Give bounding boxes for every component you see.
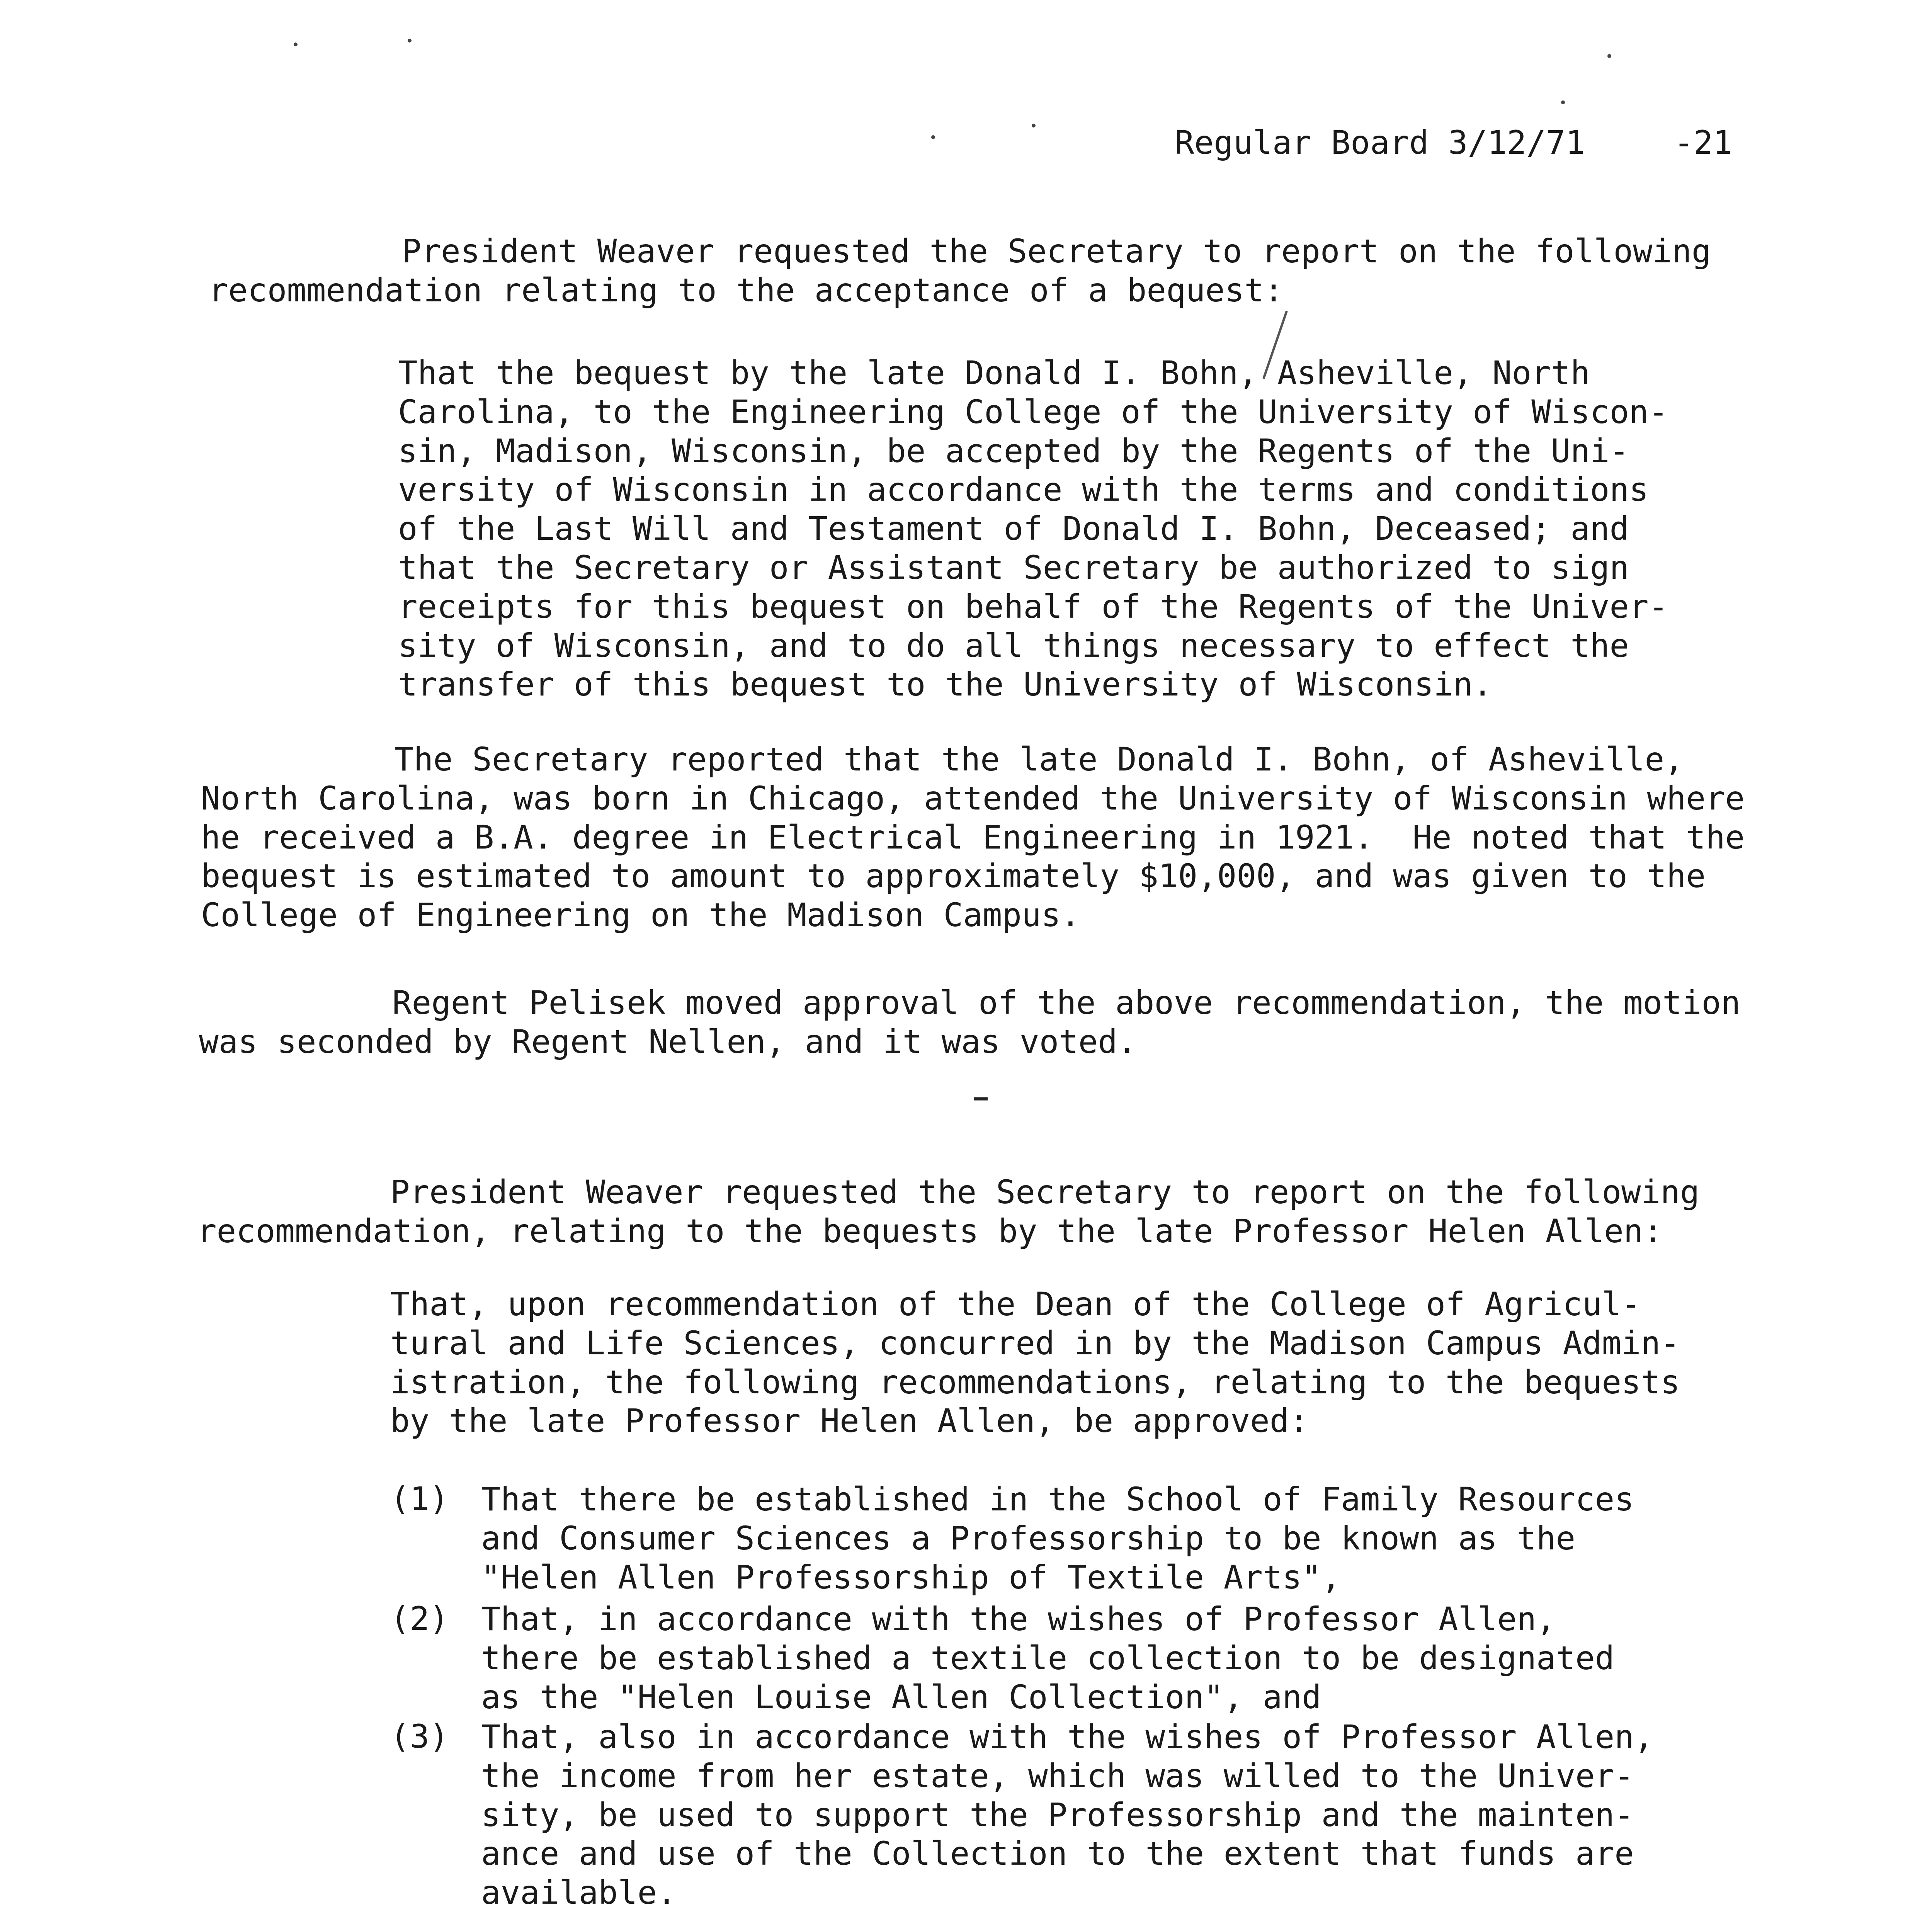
resolution-line: sity of Wisconsin, and to do all things necessary to effect the (398, 626, 1629, 665)
resolution-line: transfer of this bequest to the University of Wisconsin. (398, 665, 1493, 704)
section1-intro (209, 232, 1711, 310)
resolution-line: Carolina, to the Engineering College of the University of Wiscon- (398, 393, 1668, 431)
resolution-line: versity of Wisconsin in accordance with the terms and conditions (398, 471, 1649, 509)
resolution-line: istration, the following recommendations, relating to the bequests (390, 1363, 1680, 1401)
list-item (481, 1480, 1634, 1597)
intro-line: President Weaver requested the Secretary to report on the following (390, 1173, 1700, 1211)
intro-line: recommendation, relating to the bequests by the late Professor Helen Allen: (197, 1212, 1663, 1250)
item-line: and Consumer Sciences a Professorship to be known as the (481, 1519, 1576, 1557)
pen-tick-mark (1260, 309, 1291, 383)
report-line: The Secretary reported that the late Donald I. Bohn, of Asheville, (394, 740, 1684, 778)
resolution-line: receipts for this bequest on behalf of the Regents of the Univer- (398, 587, 1668, 626)
section2-intro (197, 1173, 1699, 1251)
header-title: Regular Board 3/12/71 (1175, 124, 1585, 162)
resolution-line: That the bequest by the late Donald I. Bohn, Asheville, North (398, 354, 1590, 392)
header-page-ref: -21 (1674, 124, 1733, 162)
item-number: (3) (390, 1718, 449, 1755)
section1-motion (199, 983, 1741, 1061)
intro-line: President Weaver requested the Secretary to report on the following (402, 232, 1711, 270)
item-line: That there be established in the School of Family Resources (481, 1480, 1634, 1518)
scan-speck (1607, 54, 1611, 58)
item-line: as the "Helen Louise Allen Collection", and (481, 1678, 1321, 1716)
item-line: there be established a textile collection to be designated (481, 1639, 1615, 1677)
resolution-line: that the Secretary or Assistant Secretary be authorized to sign (398, 548, 1629, 587)
motion-line: Regent Pelisek moved approval of the above recommendation, the motion (392, 984, 1741, 1022)
resolution-line: by the late Professor Helen Allen, be approved: (390, 1402, 1309, 1440)
motion-line: was seconded by Regent Nellen, and it was voted. (199, 1022, 1137, 1061)
item-line: the income from her estate, which was willed to the Univer- (481, 1757, 1634, 1795)
scan-speck (408, 39, 412, 43)
item-line: ance and use of the Collection to the extent that funds are (481, 1835, 1634, 1873)
item-line: available. (481, 1874, 677, 1912)
item-line: sity, be used to support the Professorship and the mainten- (481, 1796, 1634, 1834)
item-line: That, also in accordance with the wishes of Professor Allen, (481, 1718, 1654, 1756)
item-number: (2) (390, 1600, 449, 1638)
scan-speck (294, 43, 298, 46)
resolution-line: That, upon recommendation of the Dean of the College of Agricul- (390, 1285, 1641, 1323)
list-item (481, 1718, 1653, 1912)
report-line: he received a B.A. degree in Electrical Engineering in 1921. He noted that the (201, 818, 1745, 856)
report-line: North Carolina, was born in Chicago, attended the University of Wisconsin where (201, 779, 1745, 817)
page-header (1175, 124, 1733, 162)
resolution-line: of the Last Will and Testament of Donald I. Bohn, Deceased; and (398, 510, 1629, 548)
resolution-line: tural and Life Sciences, concurred in by the Madison Campus Admin- (390, 1324, 1680, 1362)
section2-resolution (390, 1285, 1680, 1440)
scan-speck (1032, 124, 1036, 128)
item-line: "Helen Allen Professorship of Textile Arts", (481, 1558, 1341, 1596)
resolution-line: sin, Madison, Wisconsin, be accepted by the Regents of the Uni- (398, 432, 1629, 470)
scan-speck (1561, 100, 1565, 104)
report-line: College of Engineering on the Madison Campus. (201, 896, 1080, 934)
scan-speck (931, 135, 935, 139)
section-divider (974, 1097, 988, 1100)
item-line: That, in accordance with the wishes of Professor Allen, (481, 1600, 1556, 1638)
report-line: bequest is estimated to amount to approximately $10,000, and was given to the (201, 857, 1706, 895)
list-item (481, 1600, 1614, 1716)
item-number: (1) (390, 1480, 449, 1518)
section1-report (201, 740, 1745, 935)
section1-resolution (398, 354, 1668, 704)
intro-line: recommendation relating to the acceptance of a bequest: (209, 271, 1284, 309)
